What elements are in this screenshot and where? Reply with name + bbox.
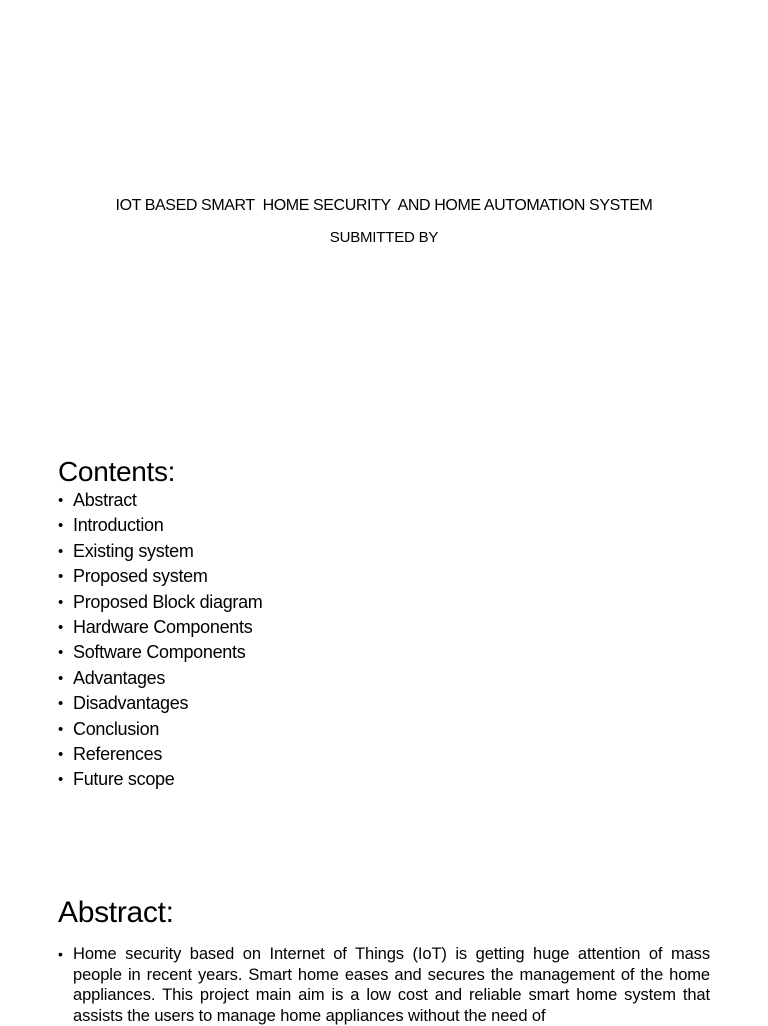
contents-item-hardware-components: • Hardware Components xyxy=(58,615,263,640)
contents-item-existing-system: • Existing system xyxy=(58,539,263,564)
contents-item-advantages: • Advantages xyxy=(58,666,263,691)
contents-item-software-components: • Software Components xyxy=(58,640,263,665)
abstract-bullet-list xyxy=(58,944,710,1026)
contents-item-proposed-system: • Proposed system xyxy=(58,564,263,589)
abstract-slide xyxy=(0,864,768,1024)
contents-slide xyxy=(0,432,768,864)
contents-item-references: • References xyxy=(58,742,263,767)
contents-list xyxy=(58,488,263,793)
contents-item-disadvantages: • Disadvantages xyxy=(58,691,263,716)
contents-item-proposed-block-diagram: • Proposed Block diagram xyxy=(58,590,263,615)
presentation-title: IOT BASED SMART HOME SECURITY AND HOME AUTOMATION SYSTEM xyxy=(115,197,653,214)
contents-item-introduction: • Introduction xyxy=(58,513,263,538)
abstract-paragraph: • Home security based on Internet of Things (IoT) is getting huge attention of mass people in recent years. Smart home eases and secures the management of the home appliances. This project main aim is a low cost and reliable smart home system that assists the users to manage home appliances without the need of xyxy=(58,944,710,1026)
submitted-by-label: SUBMITTED BY xyxy=(329,229,439,246)
contents-item-conclusion: • Conclusion xyxy=(58,717,263,742)
contents-heading: Contents: xyxy=(58,456,176,487)
abstract-heading: Abstract: xyxy=(58,896,174,929)
title-slide xyxy=(0,0,768,432)
contents-item-abstract: • Abstract xyxy=(58,488,263,513)
contents-item-future-scope: • Future scope xyxy=(58,767,263,792)
